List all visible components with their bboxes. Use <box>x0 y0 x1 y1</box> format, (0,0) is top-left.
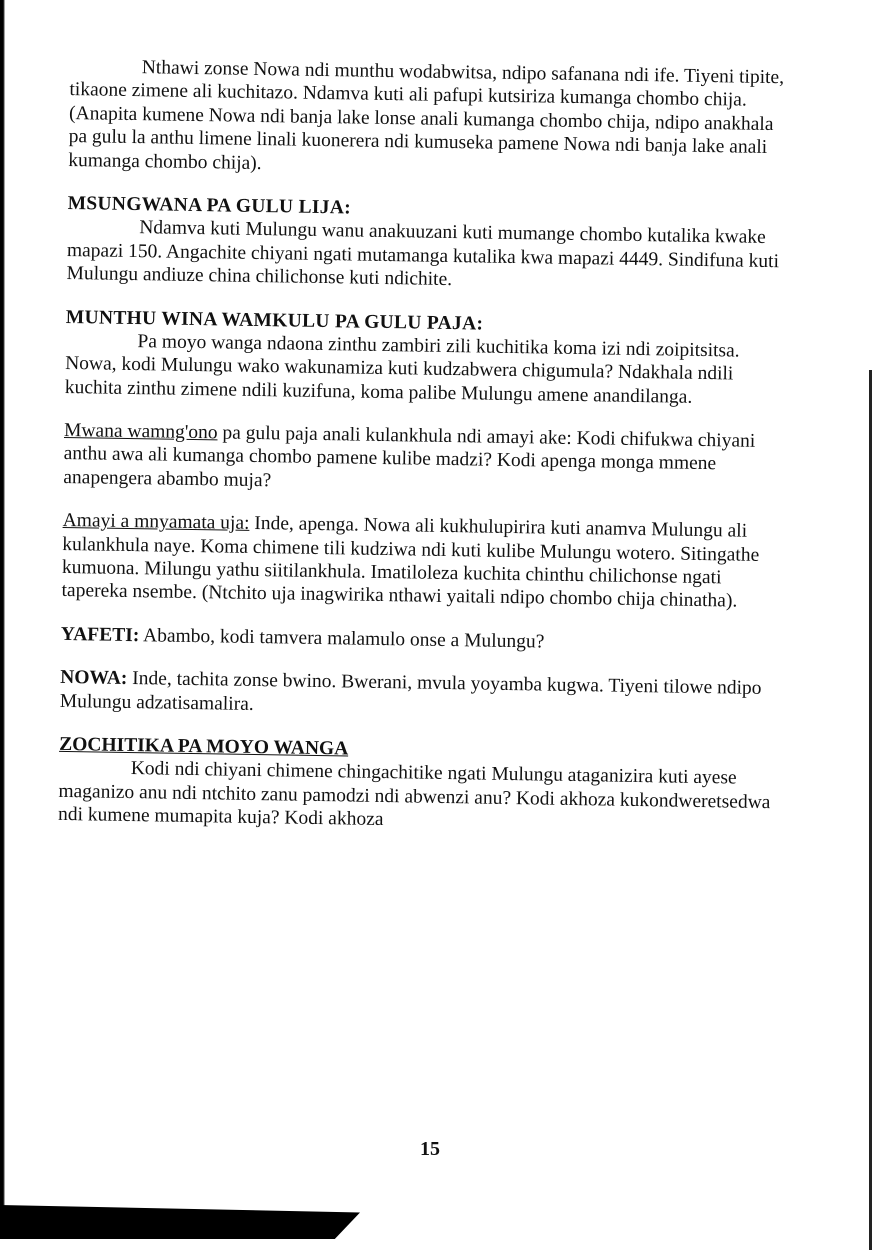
dialogue-child <box>63 419 784 500</box>
speaker-label: Mwana wamng'ono <box>63 420 218 444</box>
section-heading: ZOCHITIKA PA MOYO WANGA <box>59 733 349 760</box>
dialogue-yafeti <box>61 623 781 658</box>
dialogue-text: Inde, apenga. Nowa ali kukhulupirira kuti anamva Mulungu ali kulankhula naye. Koma chimene tili kudziwa ndi kuti kulibe Mulungu wotero. Sitingathe kumuona. Milungu yathu siitilankhula. Imatiloleza kuchita chinthu chilichonse ngati tapereka nsembe. (Ntchito uja inagwirika nthawi yaitali ndipo chombo chija chinatha). <box>61 513 760 612</box>
section-heading: MUNTHU WINA WAMKULU PA GULU PAJA: <box>65 306 484 335</box>
page-number: 15 <box>420 1138 440 1160</box>
section-body: Kodi ndi chiyani chimene chingachitike ngati Mulungu ataganizira kuti ayese maganizo anu ndi ntchito zanu pamodzi ndi abwenzi anu? Kodi akhoza kukondweretsedwa ndi kumene mumapita kuja? Kodi akhoza <box>57 758 771 831</box>
dialogue-text: Inde, tachita zonse bwino. Bwerani, mvula yoyamba kugwa. Tiyeni tilowe ndipo Mulungu adzatisamalira. <box>59 668 762 715</box>
scan-border-left <box>0 0 5 1239</box>
section-reflection <box>58 733 779 838</box>
section-elder <box>65 305 786 410</box>
section-heading: MSUNGWANA PA GULU LIJA: <box>67 192 352 219</box>
dialogue-text: Abambo, kodi tamvera malamulo onse a Mulungu? <box>139 624 545 653</box>
section-girl <box>66 192 787 297</box>
speaker-label: NOWA: <box>60 667 128 690</box>
dialogue-text: pa gulu paja anali kulankhula ndi amayi ake: Kodi chifukwa chiyani anthu awa ali kumanga chombo pamene kulibe madzi? Kodi apenga monga mmene anapengera abambo muja? <box>63 422 756 492</box>
speaker-label: YAFETI: <box>60 623 140 646</box>
document-page <box>58 55 790 838</box>
section-body: Pa moyo wanga ndaona zinthu zambiri zili kuchitika koma izi ndi zoipitsitsa. Nowa, kodi Mulungu wako wakunamiza kuti kudzabwera chigumula? Ndakhala ndili kuchita zinthu zimene ndili kuzifuna, koma palibe Mulungu amene anandilanga. <box>64 331 740 408</box>
section-body: Ndamva kuti Mulungu wanu anakuuzani kuti mumange chombo kutalika kwake mapazi 150. Angachite chiyani ngati mutamanga kutalika kwa mapazi 4449. Sindifuna kuti Mulungu andiuze china chilichonse kuti ndichite. <box>66 217 780 291</box>
speaker-label: Amayi a mnyamata uja: <box>62 510 250 535</box>
scan-artifact-corner <box>0 1205 360 1239</box>
dialogue-mother <box>61 509 782 614</box>
intro-paragraph: Nthawi zonse Nowa ndi munthu wodabwitsa, ndipo safanana ndi ife. Tiyeni tipite, tikaone zimene ali kuchitazo. Ndamva kuti ali pafupi kutsiriza kumanga chombo chija. (Anapita kumene Nowa ndi banja lake lonse anali kumanga chombo chija, ndipo anakhala pa gulu la anthu limene linali kuonerera ndi kumuseka pamene Nowa ndi banja lake anali kumanga chombo chija). <box>68 57 785 174</box>
dialogue-nowa <box>60 666 781 724</box>
